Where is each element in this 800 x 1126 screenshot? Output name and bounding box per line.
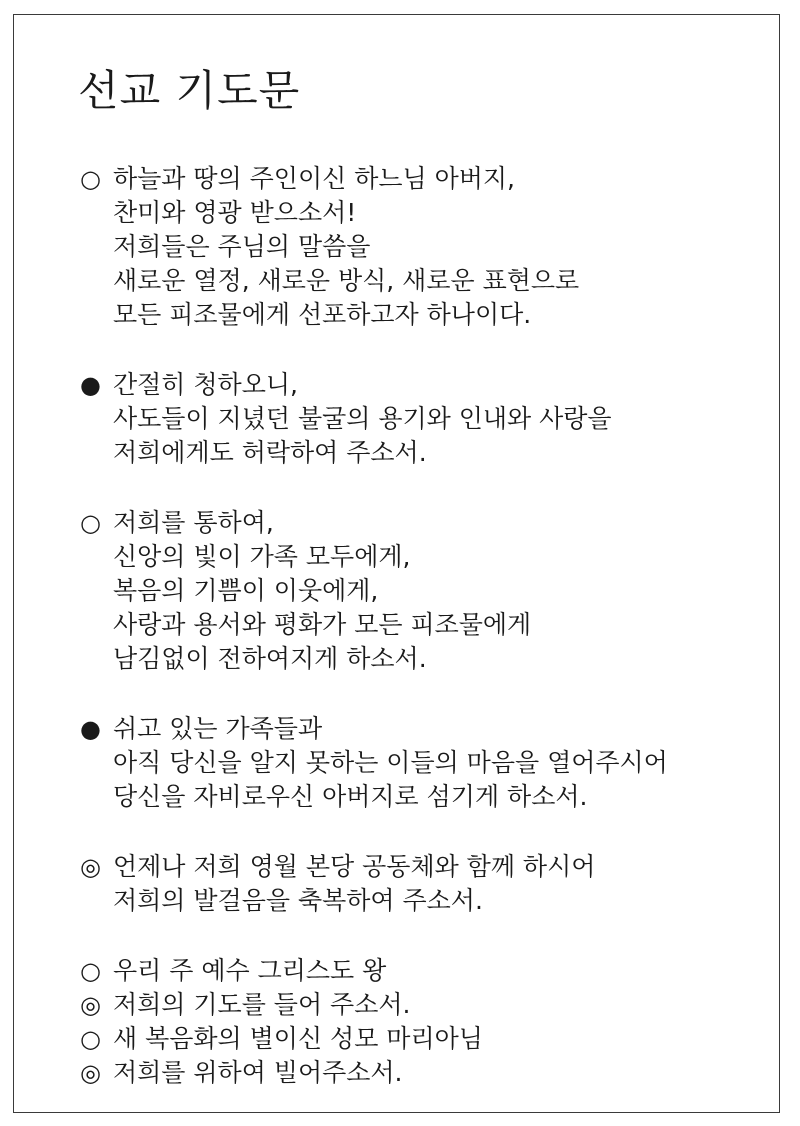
stanza-3 — [80, 506, 770, 676]
verse-line: 복음의 기쁨이 이웃에게, — [113, 576, 379, 605]
verse-line: 저희에게도 허락하여 주소서. — [113, 438, 427, 467]
verse-line — [80, 850, 770, 884]
verse-text: 저희를 통하여, — [113, 508, 274, 537]
closing-line — [80, 954, 770, 988]
verse-line: 신앙의 빛이 가족 모두에게, — [113, 542, 411, 571]
verse-line: 아직 당신을 알지 못하는 이들의 마음을 열어주시어 — [113, 748, 668, 777]
stanza-1 — [80, 162, 770, 332]
closing-text: 저희를 위하여 빌어주소서. — [113, 1058, 403, 1087]
closing-text: 저희의 기도를 들어 주소서. — [113, 990, 411, 1019]
stanza-4 — [80, 712, 770, 814]
verse-line: 저희의 발걸음을 축복하여 주소서. — [113, 886, 483, 915]
stanza-2 — [80, 368, 770, 470]
verse-text: 쉬고 있는 가족들과 — [113, 714, 323, 743]
prayer-text — [80, 162, 770, 1090]
closing-line — [80, 1056, 770, 1090]
white-circle-marker: ○ — [80, 957, 101, 985]
closing-line — [80, 988, 770, 1022]
double-circle-marker: ◎ — [80, 991, 101, 1019]
verse-line — [80, 712, 770, 746]
double-circle-marker: ◎ — [80, 1059, 101, 1087]
verse-line — [80, 368, 770, 402]
closing-text: 새 복음화의 별이신 성모 마리아님 — [113, 1024, 483, 1053]
white-circle-marker: ○ — [80, 165, 101, 193]
verse-line: 새로운 열정, 새로운 방식, 새로운 표현으로 — [113, 266, 580, 295]
verse-line: 사랑과 용서와 평화가 모든 피조물에게 — [113, 610, 532, 639]
verse-text: 하늘과 땅의 주인이신 하느님 아버지, — [113, 164, 515, 193]
double-circle-marker: ◎ — [80, 853, 101, 881]
verse-line — [80, 162, 770, 196]
verse-text: 언제나 저희 영월 본당 공동체와 함께 하시어 — [113, 852, 596, 881]
stanza-5 — [80, 850, 770, 918]
closing-line — [80, 1022, 770, 1056]
verse-line: 모든 피조물에게 선포하고자 하나이다. — [113, 300, 532, 329]
black-circle-marker: ● — [80, 371, 101, 399]
white-circle-marker: ○ — [80, 1025, 101, 1053]
verse-line: 사도들이 지녔던 불굴의 용기와 인내와 사랑을 — [113, 404, 612, 433]
page-title: 선교 기도문 — [78, 66, 301, 115]
verse-line: 당신을 자비로우신 아버지로 섬기게 하소서. — [113, 782, 588, 811]
verse-line — [80, 506, 770, 540]
closing-text: 우리 주 예수 그리스도 왕 — [113, 956, 387, 985]
white-circle-marker: ○ — [80, 509, 101, 537]
black-circle-marker: ● — [80, 715, 101, 743]
verse-line: 저희들은 주님의 말씀을 — [113, 232, 371, 261]
closing-stanza — [80, 954, 770, 1090]
verse-line: 찬미와 영광 받으소서! — [113, 198, 357, 227]
verse-line: 남김없이 전하여지게 하소서. — [113, 644, 427, 673]
verse-text: 간절히 청하오니, — [113, 370, 298, 399]
